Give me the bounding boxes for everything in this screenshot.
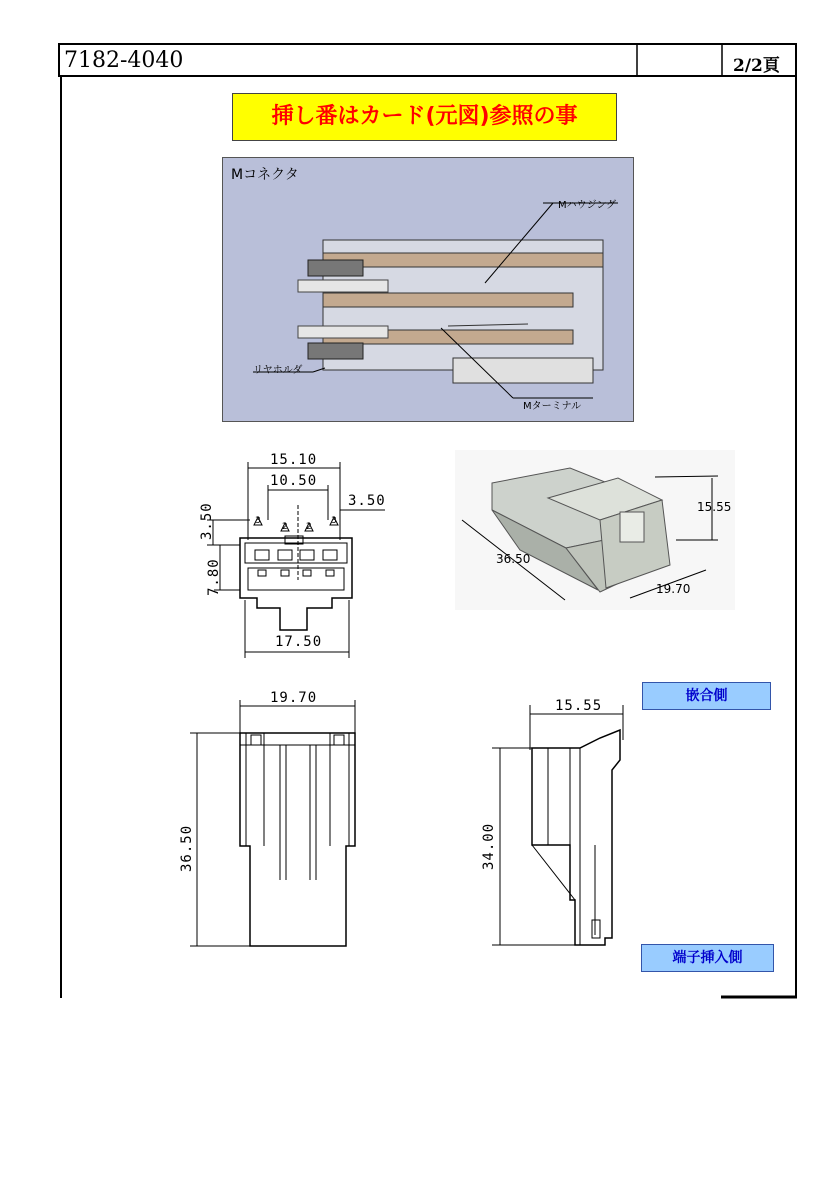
cross-section-title: Mコネクタ <box>231 167 299 183</box>
iso-view-drawing <box>455 450 735 610</box>
front-dim-top: 15.10 <box>270 452 318 468</box>
iso-dim-height: 15.55 <box>697 500 732 514</box>
pin-label-3: 2 <box>306 522 312 532</box>
side-dim-width: 15.55 <box>555 698 603 714</box>
front-dim-inner: 10.50 <box>270 473 318 489</box>
side-view-drawing <box>492 705 623 945</box>
cross-section-image <box>222 157 634 422</box>
iso-dim-width: 19.70 <box>656 582 691 596</box>
side-dim-length: 34.00 <box>481 822 497 870</box>
top-dim-width: 19.70 <box>270 690 318 706</box>
pin-label-1: 3 <box>255 516 261 526</box>
part-number: 7182-4040 <box>64 48 184 73</box>
pin-label-4: 3 <box>331 516 337 526</box>
front-dim-side: 3.50 <box>348 493 386 509</box>
front-dim-height-top: 3.50 <box>199 502 215 540</box>
terminal-label: Mターミナル <box>523 401 582 412</box>
front-dim-height: 7.80 <box>206 558 222 596</box>
pin-label-2: 2 <box>282 522 288 532</box>
mating-side-label: 嵌合側 <box>642 682 771 710</box>
front-view-drawing <box>207 462 385 658</box>
insertion-notice: 挿し番はカード(元図)参照の事 <box>232 93 617 141</box>
insertion-side-label: 端子挿入側 <box>641 944 774 972</box>
iso-dim-length: 36.50 <box>496 552 531 566</box>
top-view-drawing <box>190 700 355 946</box>
page-number: 2/2頁 <box>733 56 780 76</box>
holder-label: リヤホルダ <box>253 365 303 376</box>
top-dim-length: 36.50 <box>179 824 195 872</box>
front-dim-bottom: 17.50 <box>275 634 323 650</box>
housing-label: Mハウジング <box>558 200 617 211</box>
